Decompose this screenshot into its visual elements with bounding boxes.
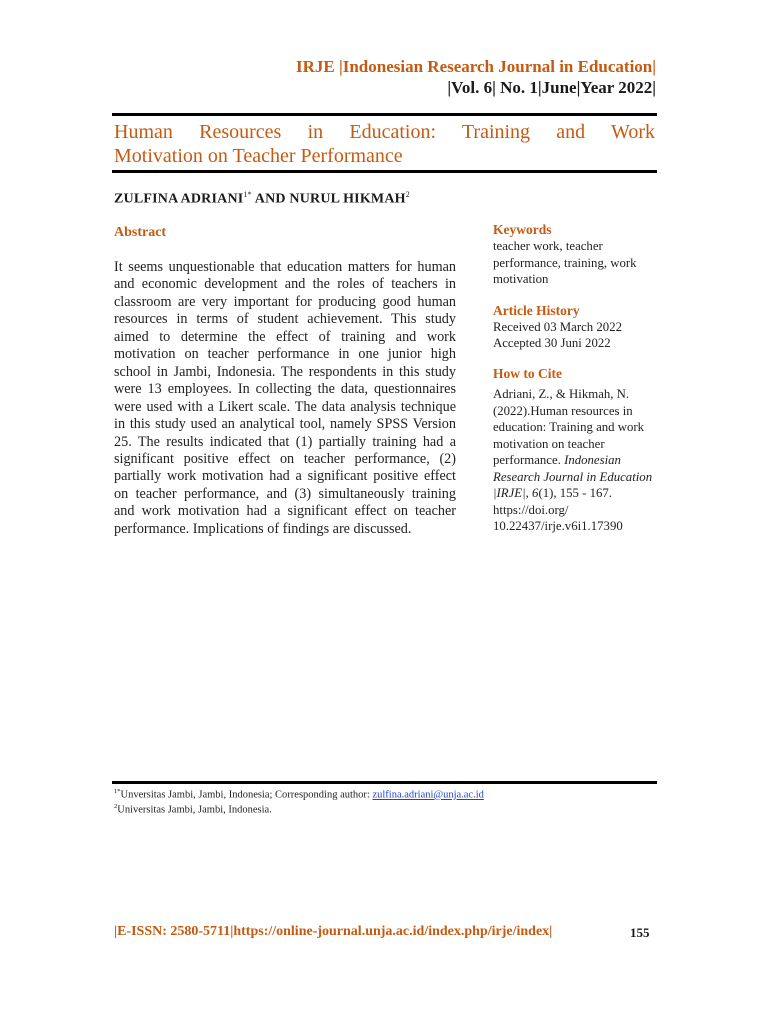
citation-separator: , [525,486,533,500]
citation-volume: 6 [532,486,539,500]
page-number: 155 [630,925,650,940]
footnote-2-text: Universitas Jambi, Jambi, Indonesia. [117,804,272,816]
author2-name: AND NURUL HIKMAH [251,191,406,207]
received-date: Received 03 March 2022 [493,320,622,334]
citation-pages-doi: (1), 155 - 167. https://doi.org/ 10.22437/irje.v6i1.17390 [493,486,623,533]
footnote-2-mark: 2 [114,803,118,810]
footer-issn-url: |E-ISSN: 2580-5711|https://online-journal.unja.ac.id/index.php/irje/index| [114,924,553,939]
article-history-heading: Article History [493,303,580,318]
footnote-1-mark: 1* [114,788,121,795]
header-rule [112,113,657,116]
abstract-heading: Abstract [114,225,167,240]
citation-main: Adriani, Z., & Hikmah, N. (2022).Human resources in education: Training and work motivation on teacher performance. [493,387,645,467]
journal-issue: |Vol. 6| No. 1|June|Year 2022| [447,78,656,97]
article-title [114,120,655,168]
accepted-date: Accepted 30 Juni 2022 [493,336,611,350]
corresponding-email-link[interactable]: zulfina.adriani@unja.ac.id [372,789,484,801]
abstract-body: It seems unquestionable that education matters for human and economic development and the roles of teachers in classroom are very important for producing good human resources in terms of student achievement. This study aimed to determine the effect of training and work motivation on teacher performance in one junior high school in Jambi, Indonesia. The respondents in this study were 13 employees. In collecting the data, questionnaires were used with a Likert scale. The data analysis technique in this study used an analytical tool, namely SPSS Version 25. The results indicated that (1) partially training had a significant positive effect on teacher performance, (2) partially work motivation had a significant positive effect on teacher performance, and (3) simultaneously training and work motivation had a significant effect on teacher performance. Implications of findings are discussed. [114,259,456,537]
author1-affiliation-mark: 1* [243,190,252,199]
article-title-line1: Human Resources in Education: Training and Work [114,121,655,143]
how-to-cite-heading: How to Cite [493,366,562,381]
footnote-1-text: Unversitas Jambi, Jambi, Indonesia; Corresponding author: [120,789,373,801]
citation-journal: Indonesian Research Journal in Education |IRJE| [493,453,653,500]
author1-name: ZULFINA ADRIANI [114,191,244,207]
citation-text [493,386,663,535]
keywords-heading: Keywords [493,222,552,237]
footnote-2 [114,803,272,816]
footnote-rule [112,781,657,784]
authors [114,190,410,208]
title-rule [112,170,657,173]
article-title-line2: Motivation on Teacher Performance [114,145,403,167]
footnote-1 [114,788,484,801]
journal-title: IRJE |Indonesian Research Journal in Education| [296,57,656,76]
keywords-text: teacher work, teacher performance, training, work motivation [493,239,637,286]
author2-affiliation-mark: 2 [405,190,410,199]
